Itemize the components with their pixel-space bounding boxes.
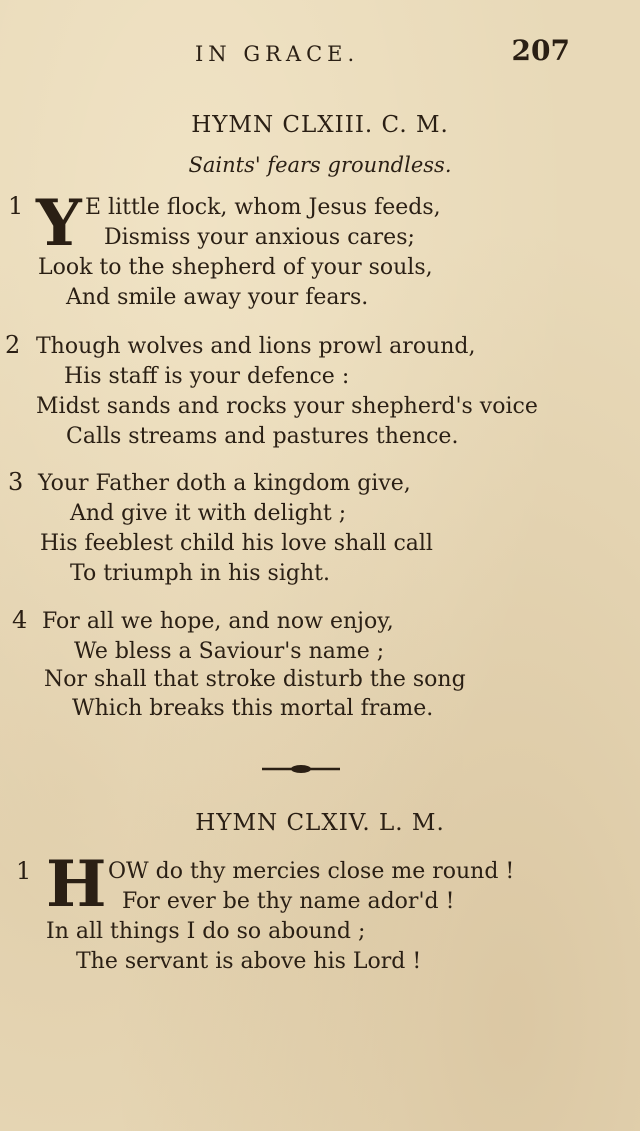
- verse-line: Dismiss your anxious cares;: [104, 225, 415, 250]
- verse-line: OW do thy mercies close me round !: [108, 859, 515, 884]
- running-head: IN GRACE.: [195, 42, 360, 66]
- ornament-divider: [262, 762, 340, 776]
- verse-line: E little flock, whom Jesus feeds,: [85, 195, 441, 220]
- verse-line: We bless a Saviour's name ;: [74, 639, 385, 664]
- verse-line: Look to the shepherd of your souls,: [38, 255, 433, 280]
- verse-number: 1: [16, 857, 32, 885]
- verse-line: For all we hope, and now enjoy,: [42, 609, 394, 634]
- verse-line: Which breaks this mortal frame.: [72, 696, 434, 721]
- verse-line: And smile away your fears.: [66, 285, 369, 310]
- verse-line: Midst sands and rocks your shepherd's voice: [36, 394, 538, 419]
- verse-number: 4: [12, 606, 28, 634]
- verse-line: For ever be thy name ador'd !: [122, 889, 455, 914]
- drop-cap: Y: [36, 186, 82, 261]
- verse-number: 3: [8, 468, 24, 496]
- verse-line: Nor shall that stroke disturb the song: [44, 667, 466, 692]
- verse-line: And give it with delight ;: [70, 501, 347, 526]
- drop-cap: H: [46, 847, 107, 922]
- hymn-subtitle: Saints' fears groundless.: [188, 153, 452, 177]
- page-number: 207: [511, 34, 570, 67]
- verse-line: His staff is your defence :: [64, 364, 350, 389]
- verse-line: Your Father doth a kingdom give,: [38, 471, 411, 496]
- verse-line: The servant is above his Lord !: [76, 949, 422, 974]
- verse-number: 2: [5, 331, 21, 359]
- verse-line: Calls streams and pastures thence.: [66, 424, 459, 449]
- verse-line: His feeblest child his love shall call: [40, 531, 433, 556]
- verse-line: Though wolves and lions prowl around,: [36, 334, 476, 359]
- hymn-title: HYMN CLXIII. C. M.: [191, 112, 449, 138]
- hymn-title: HYMN CLXIV. L. M.: [195, 810, 445, 836]
- verse-line: To triumph in his sight.: [70, 561, 330, 586]
- verse-line: In all things I do so abound ;: [46, 919, 366, 944]
- verse-number: 1: [8, 192, 24, 220]
